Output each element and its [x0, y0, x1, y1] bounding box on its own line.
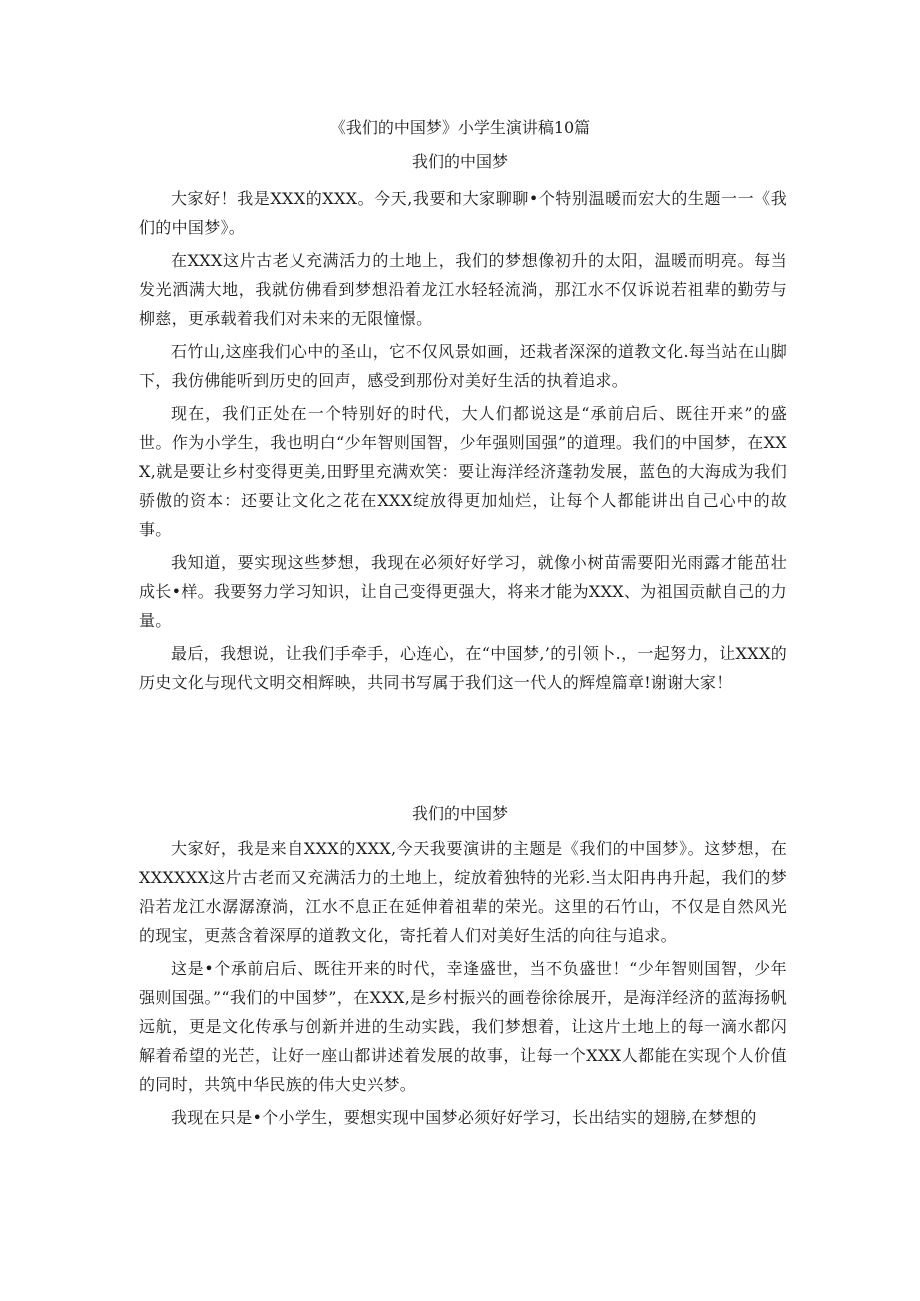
paragraph: 大家好！我是XXX的XXX。今天,我要和大家聊聊•个特别温暖而宏大的生题一一《我们的中国梦》。 — [139, 189, 787, 237]
paragraph: 在XXX这片古老乂充满活力的土地上，我们的梦想像初升的太阳，温暖而明亮。每当发光洒满大地，我就仿佛看到梦想沿着龙江水轻轻流淌，那江水不仅诉说若祖辈的勤劳与柳慈，更承载着我们对未来的无限憧憬。 — [139, 251, 787, 328]
paragraph: 石竹山,这座我们心中的圣山，它不仅风景如画，还栽者深深的道教文化.每当站在山脚下，我仿佛能听到历史的回声，感受到那份对美好生活的执着追求。 — [139, 342, 787, 390]
paragraph: 我现在只是•个小学生，要想实现中国梦必须好好学习，长出结实的翅膀,在梦想的 — [171, 1108, 757, 1127]
paragraph: 这是•个承前启后、既往开来的时代，幸逢盛世，当不负盛世！“少年智则国智，少年强则国强。”“我们的中国梦”，在XXX,是乡村振兴的画卷徐徐展开，是海洋经济的蓝海扬帆远航，更是文化传承与创新并进的生动实践，我们梦想着，让这片土地上的每一滴水都闪解着希望的光芒，让好一座山都讲述着发展的故事，让每一个XXX人都能在实现个人价值的同时，共筑中华民族的伟大史兴梦。 — [139, 959, 787, 1094]
section-1-body — [139, 184, 787, 701]
section-2-heading: 我们的中国梦 — [411, 804, 508, 823]
paragraph: 最后，我想说，让我们手牵手，心连心，在“中国梦,’的引领卜.，一起努力，让XXX的历史文化与现代文明交相辉映，共同书写属于我们这一代人的辉煌篇章!谢谢大家！ — [139, 644, 787, 692]
section-1-heading: 我们的中国梦 — [411, 152, 508, 171]
paragraph: 现在，我们正处在一个特别好的时代，大人们都说这是“承前启后、既往开来”的盛世。作为小学生，我也明白“少年智则国智，少年强则国强”的道理。我们的中国梦，在XXX,就是要让乡村变得更美,田野里充满欢笑：要让海洋经济蓬勃发展，蓝色的大海成为我们骄傲的资本：还要让文化之花在XXX绽放得更加灿烂，让每个人都能讲出自己心中的故事。 — [139, 404, 787, 539]
document-title: 《我们的中国梦》小学生演讲稿10篇 — [329, 118, 591, 137]
paragraph: 我知道，要实现这些梦想，我现在必须好好学习，就像小树苗需要阳光雨露才能茁壮成长•样。我要努力学习知识，让自己变得更强大，将来才能为XXX、为祖国贡献自己的力量。 — [139, 553, 787, 630]
paragraph: 大家好，我是来自XXX的XXX,今天我要演讲的主题是《我们的中国梦》。这梦想，在XXXXXX这片古老而又充满活力的土地上，绽放着独特的光彩.当太阳冉冉升起，我们的梦沿若龙江水潺潺潦淌，江水不息正在延伸着祖辈的荣光。这里的石竹山，不仅是自然风光的现宝，更蒸含着深厚的道教文化，寄托着人们对美好生活的向往与追求。 — [139, 839, 787, 945]
section-2-body — [139, 834, 787, 1136]
